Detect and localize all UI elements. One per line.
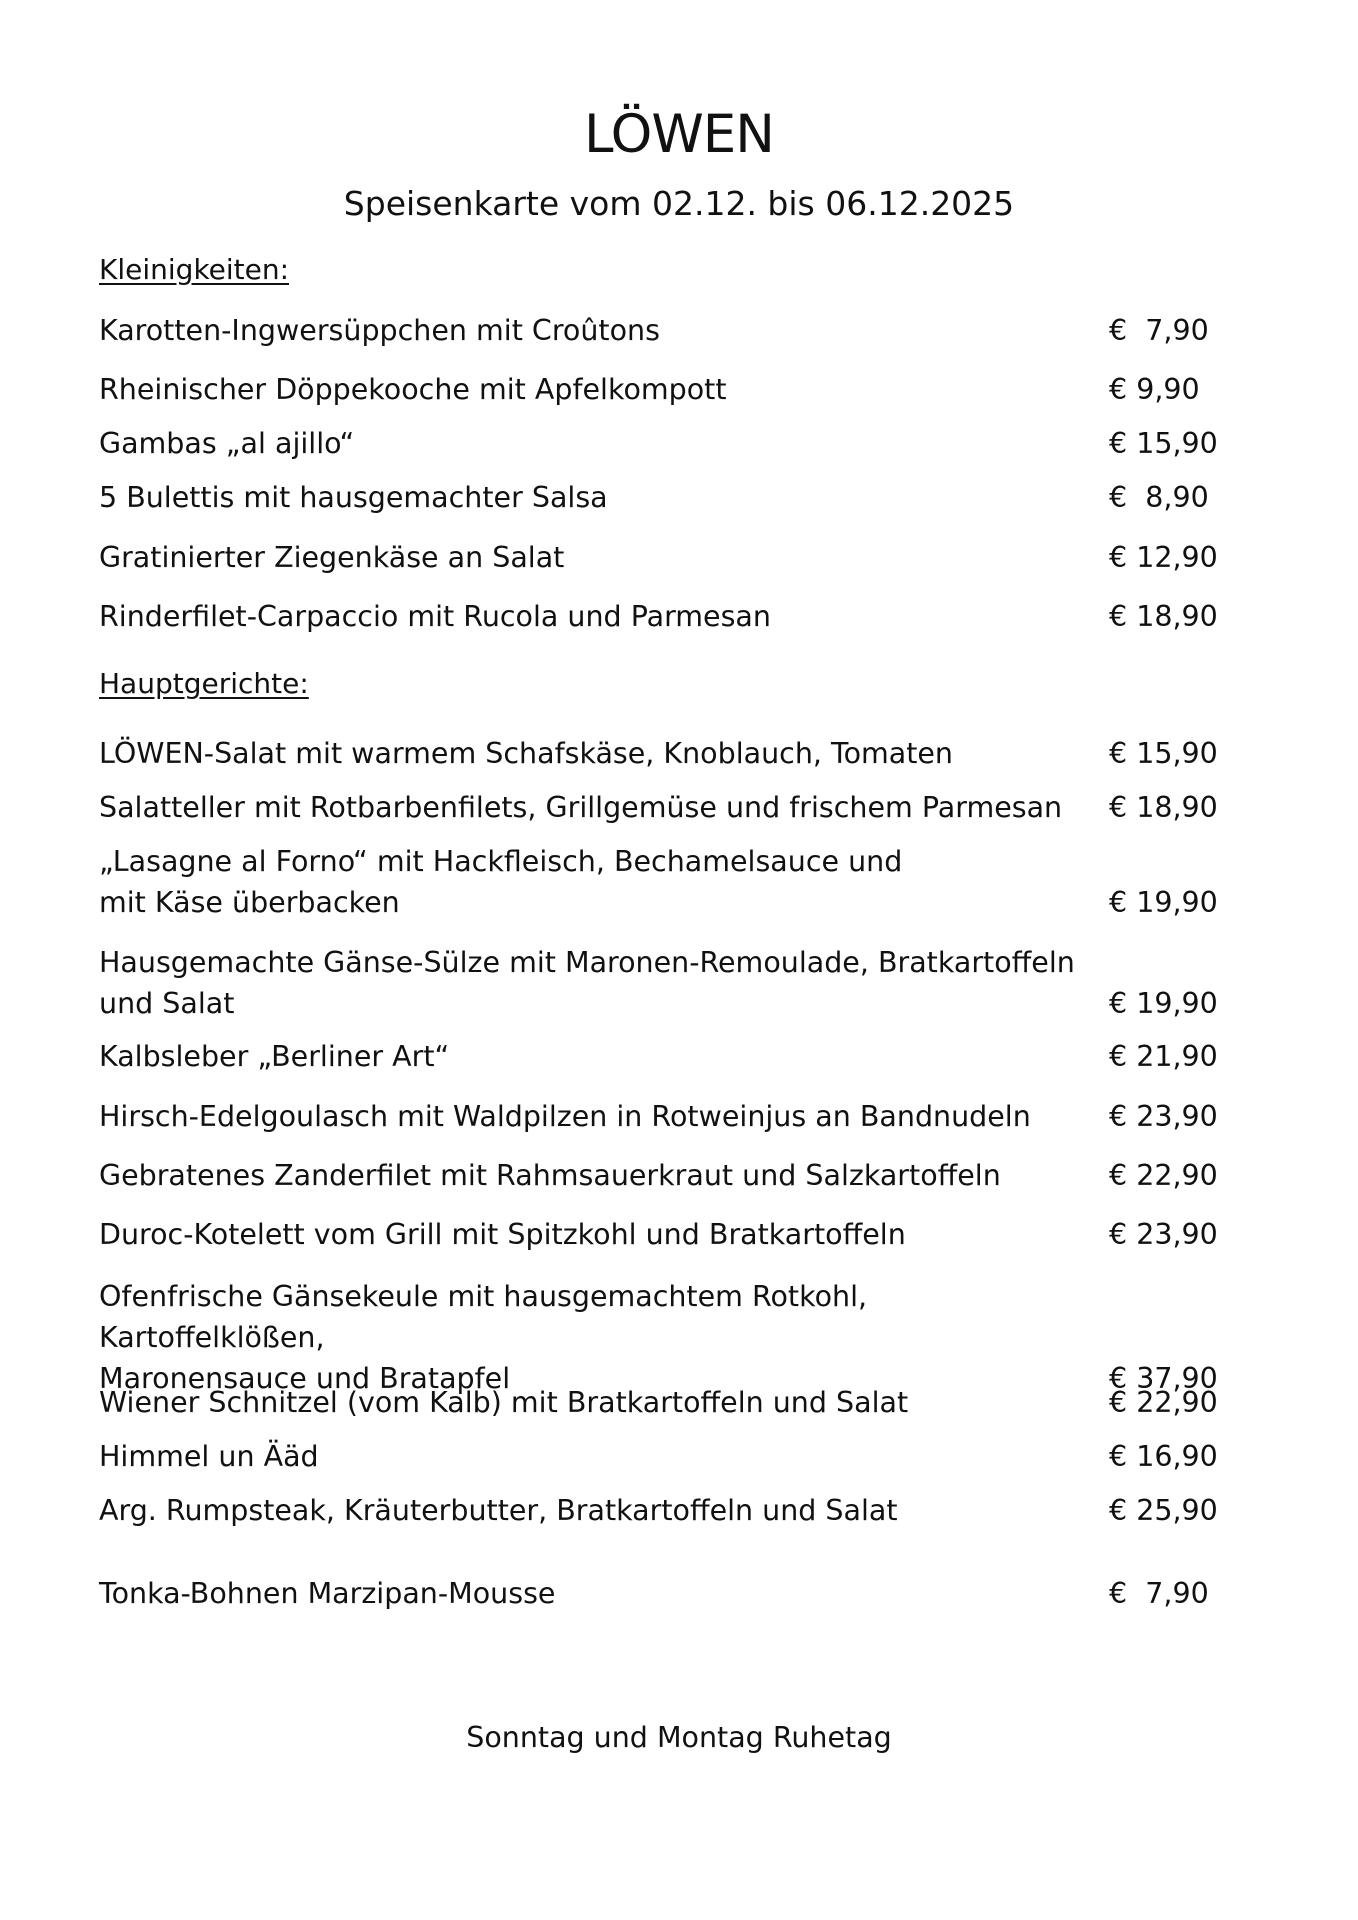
menu-item: [99, 1096, 1219, 1137]
menu-item-price: € 18,90: [1109, 791, 1218, 824]
menu-item-price: € 15,90: [1109, 737, 1218, 770]
menu-item-price: € 22,90: [1109, 1159, 1218, 1192]
menu-item: [99, 1490, 1219, 1531]
menu-item-price: € 23,90: [1109, 1218, 1218, 1251]
menu-item-price: € 16,90: [1109, 1440, 1218, 1473]
menu-item-name: Wiener Schnitzel (vom Kalb) mit Bratkartoffeln und Salat: [99, 1386, 909, 1419]
menu-item: [99, 1036, 1219, 1077]
restaurant-title: LÖWEN: [584, 104, 774, 165]
menu-item-name: Ofenfrische Gänsekeule mit hausgemachtem Rotkohl, Kartoffelklößen,: [99, 1280, 868, 1354]
closing-days-note: Sonntag und Montag Ruhetag: [466, 1721, 892, 1754]
menu-item-price: € 7,90: [1109, 314, 1209, 347]
menu-item-name: Karotten-Ingwersüppchen mit Croûtons: [99, 314, 660, 347]
menu-item-name: Gratinierter Ziegenkäse an Salat: [99, 541, 565, 574]
menu-item-price: € 19,90: [1109, 987, 1218, 1020]
menu-item: [99, 841, 1219, 923]
menu-item-name: Duroc-Kotelett vom Grill mit Spitzkohl und Bratkartoffeln: [99, 1218, 906, 1251]
menu-item-price: € 12,90: [1109, 541, 1218, 574]
menu-item-price: € 22,90: [1109, 1386, 1218, 1419]
menu-item-name: Tonka-Bohnen Marzipan-Mousse: [99, 1577, 556, 1610]
menu-item-name: „Lasagne al Forno“ mit Hackfleisch, Bechamelsauce und: [99, 845, 903, 878]
menu-item-price: € 8,90: [1109, 481, 1209, 514]
menu-item-name: Hirsch-Edelgoulasch mit Waldpilzen in Rotweinjus an Bandnudeln: [99, 1100, 1031, 1133]
menu-item: [99, 733, 1219, 774]
menu-item-price: € 25,90: [1109, 1494, 1218, 1527]
menu-item: [99, 477, 1219, 518]
menu-item: [99, 787, 1219, 828]
menu-item-name: LÖWEN-Salat mit warmem Schafskäse, Knoblauch, Tomaten: [99, 737, 953, 770]
menu-item-price: € 19,90: [1109, 886, 1218, 919]
menu-item-price: € 18,90: [1109, 600, 1218, 633]
menu-item-name: Rinderfilet-Carpaccio mit Rucola und Parmesan: [99, 600, 771, 633]
menu-item-dessert: [99, 1573, 1219, 1614]
menu-item-name: Gebratenes Zanderfilet mit Rahmsauerkraut und Salzkartoffeln: [99, 1159, 1001, 1192]
menu-item-name-continued: Maronensauce und Bratapfel: [99, 1362, 511, 1395]
menu-item-name: Arg. Rumpsteak, Kräuterbutter, Bratkartoffeln und Salat: [99, 1494, 898, 1527]
menu-item: [99, 1155, 1219, 1196]
menu-item: [99, 1382, 1219, 1423]
section-heading-kleinigkeiten: Kleinigkeiten:: [99, 253, 290, 286]
menu-item-price: € 23,90: [1109, 1100, 1218, 1133]
menu-item: [99, 1276, 1219, 1399]
menu-item-name-continued: mit Käse überbacken: [99, 886, 400, 919]
menu-item: [99, 942, 1219, 1024]
menu-item-name: Rheinischer Döppekooche mit Apfelkompott: [99, 373, 727, 406]
menu-item-name: 5 Bulettis mit hausgemachter Salsa: [99, 481, 608, 514]
menu-item-name: Hausgemachte Gänse-Sülze mit Maronen-Remoulade, Bratkartoffeln: [99, 946, 1075, 979]
menu-item: [99, 423, 1219, 464]
menu-item-price: € 9,90: [1109, 373, 1200, 406]
menu-item: [99, 1436, 1219, 1477]
menu-item: [99, 369, 1219, 410]
menu-item-name: Salatteller mit Rotbarbenfilets, Grillgemüse und frischem Parmesan: [99, 791, 1063, 824]
menu-item-name: Gambas „al ajillo“: [99, 427, 355, 460]
menu-subtitle: Speisenkarte vom 02.12. bis 06.12.2025: [343, 184, 1015, 223]
menu-item-price: € 15,90: [1109, 427, 1218, 460]
menu-item-price: € 21,90: [1109, 1040, 1218, 1073]
menu-item-name: Himmel un Ääd: [99, 1440, 319, 1473]
section-heading-hauptgerichte: Hauptgerichte:: [99, 667, 309, 700]
menu-item: [99, 537, 1219, 578]
menu-item: [99, 1214, 1219, 1255]
menu-item-name-continued: und Salat: [99, 987, 235, 1020]
menu-item-name: Kalbsleber „Berliner Art“: [99, 1040, 450, 1073]
menu-item-price: € 7,90: [1109, 1577, 1209, 1610]
menu-item-price: € 37,90: [1109, 1362, 1218, 1395]
menu-item: [99, 310, 1219, 351]
menu-item: [99, 596, 1219, 637]
